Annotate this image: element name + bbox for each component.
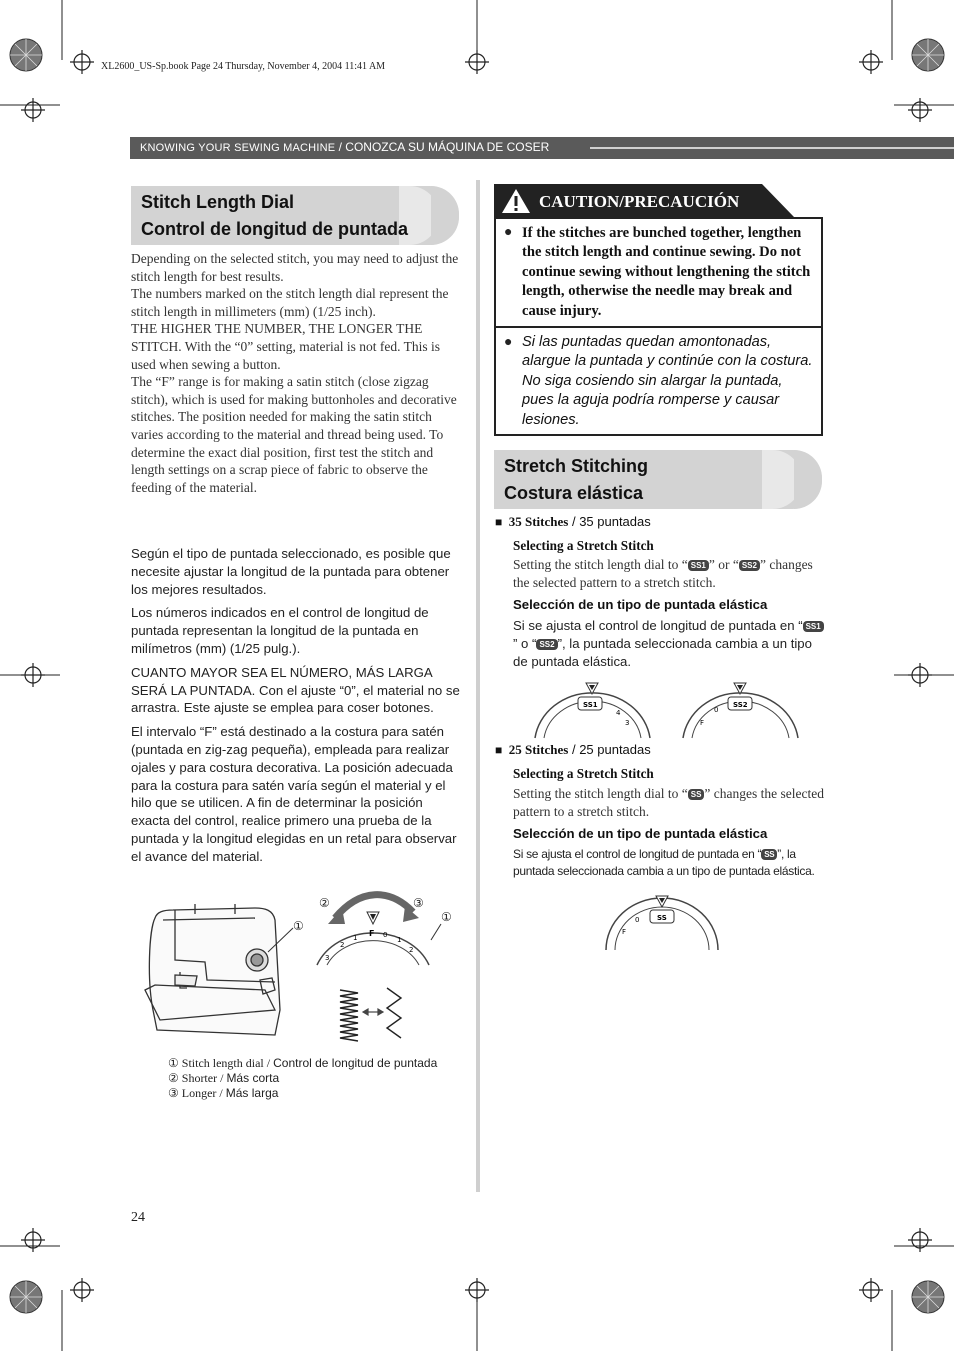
text: Setting the stitch length dial to “ [513,786,688,801]
paragraph: The “F” range is for making a satin stitch (close zigzag stitch), which is used for making buttonholes and decorative stitches. The position needed for making the satin stitch varies according to the material and thread being used. To determine the exact dial position, first test the stitch and length settings on a scrap piece of fabric to observe the feeding of the material. [131,374,457,495]
label-selecting-es: Selección de un tipo de puntada elástica [513,826,768,841]
ss1-chip: SS1 [803,621,824,632]
label-selecting-en: Selecting a Stretch Stitch [513,538,654,553]
stitch-length-text-en [131,250,461,496]
dial-label: F [700,719,705,727]
subhead-es: 25 puntadas [579,742,651,757]
bullet-icon: ● [504,335,513,350]
callout-1-dial: ① [441,910,452,924]
running-header-rule [590,147,954,149]
dial-label: 0 [714,706,719,714]
dial-label: 1 [353,934,358,942]
legend-num: ① [168,1056,179,1070]
callout-3: ③ [413,896,424,910]
ss1-chip: SS1 [688,560,709,571]
p25-es [513,846,831,880]
legend-en: Stitch length dial [181,1056,264,1070]
subhead-en: 35 Stitches [508,514,569,529]
dial-label: SS1 [583,701,598,709]
stitch-length-title-en: Stitch Length Dial [141,192,294,212]
dial-label: SS [657,914,667,922]
subhead-en: 25 Stitches [508,742,569,757]
figure-legend [168,1056,468,1101]
dial-label: 0 [383,931,388,939]
label-selecting-en: Selecting a Stretch Stitch [513,766,654,781]
legend-num: ② [168,1071,179,1085]
stretch-dials-35 [530,680,810,740]
text: ” changes the selected pattern to a stretch stitch. [513,786,824,819]
square-bullet-icon: ■ [495,743,503,757]
paragraph: Depending on the selected stitch, you may need to adjust the stitch length for best results. [131,251,459,284]
running-header-en: KNOWING YOUR SEWING MACHINE [140,142,336,154]
legend-item: ① Stitch length dial / Control de longitud de puntada [168,1056,438,1070]
paragraph: Según el tipo de puntada seleccionado, es posible que necesite ajustar la longitud de la puntada para obtener los mejores resultados. [131,546,451,597]
stretch-title-en: Stretch Stitching [504,456,649,476]
subhead-sep: / [568,742,580,757]
legend-en: Longer [181,1086,217,1100]
ss-chip: SS [761,849,777,860]
caution-title: CAUTION/PRECAUCIÓN [539,192,740,211]
subhead-es: 35 puntadas [579,514,651,529]
paragraph: Los números indicados en el control de longitud de puntada representan la longitud de la puntada en milímetros (mm) (1/25 pulg.). [131,605,429,656]
legend-es: Control de longitud de puntada [273,1056,438,1070]
callout-2: ② [319,896,330,910]
dial-label: SS2 [733,701,748,709]
bullet-icon: ● [504,225,513,240]
dial-label: F [369,929,375,938]
stretch-dial-25 [602,892,722,952]
dial-label: 2 [409,946,414,954]
stitch-length-heading [131,186,421,245]
stitch-length-text-es [131,545,461,866]
sewing-machine-figure [135,890,465,1050]
caution-box [494,217,823,436]
page-number: 24 [131,1210,145,1225]
dial-label: 3 [325,954,330,962]
caution-text-en: If the stitches are bunched together, lengthen the stitch length and continue sewing. Do not continue sewing without lengthening the stitch length, otherwise the needle may break and cause injury. [522,225,811,319]
ss-chip: SS [688,789,705,800]
subhead-25-stitches [495,742,651,758]
legend-item: ② Shorter / Más corta [168,1071,280,1085]
legend-en: Shorter [181,1071,218,1085]
p35-es [513,617,825,670]
stretch-stitching-heading [494,450,784,509]
running-header-es: CONOZCA SU MÁQUINA DE COSER [345,140,550,154]
caution-text-es: Si las puntadas quedan amontonadas, alargue la puntada y continúe con la costura. No siga cosiendo sin alargar la puntada, pues la aguja podría romperse y causar lesiones. [522,334,813,428]
text: ”, la puntada seleccionada cambia a un tipo de puntada elástica. [513,635,812,669]
legend-es: Más larga [225,1086,279,1100]
paragraph: CUANTO MAYOR SEA EL NÚMERO, MÁS LARGA SERÁ LA PUNTADA. Con el ajuste “0”, el material no se arrastra. Este ajuste se emplea para coser botones. [131,664,460,716]
running-header-sep: / [335,140,346,154]
book-info: XL2600_US-Sp.book Page 24 Thursday, November 4, 2004 11:41 AM [101,61,386,72]
paragraph: THE HIGHER THE NUMBER, THE LONGER THE STITCH. With the “0” setting, material is not fed. This is used when sewing a button. [131,321,441,372]
paragraph: The numbers marked on the stitch length dial represent the stitch length in millimeters (mm) (1/25 inch). [131,286,449,319]
caution-banner [494,184,794,217]
caution-divider [496,326,821,328]
square-bullet-icon: ■ [495,515,503,529]
legend-item: ③ Longer / Más larga [168,1086,279,1100]
column-divider [476,180,480,1192]
text: ” o “ [513,635,537,651]
dial-label: 2 [340,941,345,949]
stitch-length-title-es: Control de longitud de puntada [141,219,408,239]
running-header [130,137,954,159]
subhead-35-stitches [495,514,651,530]
dial-label: 1 [397,936,402,944]
p35-en [513,556,823,591]
subhead-sep: / [568,514,580,529]
dial-label: 0 [635,916,640,924]
text: Si se ajusta el control de longitud de puntada en “ [513,847,762,861]
dial-label: 4 [616,709,621,717]
ss2-chip: SS2 [536,639,557,650]
ss2-chip: SS2 [739,560,760,571]
legend-es: Más corta [226,1071,280,1085]
p25-en [513,785,825,820]
dial-label: 3 [625,719,630,727]
legend-num: ③ [168,1086,179,1100]
callout-1-machine: ① [293,919,304,933]
paragraph: El intervalo “F” está destinado a la costura para satén (puntada en zig-zag pequeña), empleada para realizar ojales y para costura decorativa. La posición adecuada para la costura para satén varía según el material y el hilo que se utilicen. A fin de determinar la posición exacta del control, realice primero una prueba de la puntada y la longitud elegidas en un retal para observar el avance del material. [131,724,457,864]
dial-label: F [622,928,627,936]
text: ”, la puntada seleccionada cambia a un tipo de puntada elástica. [513,847,815,878]
label-selecting-es: Selección de un tipo de puntada elástica [513,597,768,612]
stretch-title-es: Costura elástica [504,483,644,503]
text: Setting the stitch length dial to “ [513,557,688,572]
text: Si se ajusta el control de longitud de puntada en “ [513,618,803,633]
text: ” changes the selected pattern to a stretch stitch. [513,557,813,590]
text: ” or “ [708,557,739,572]
